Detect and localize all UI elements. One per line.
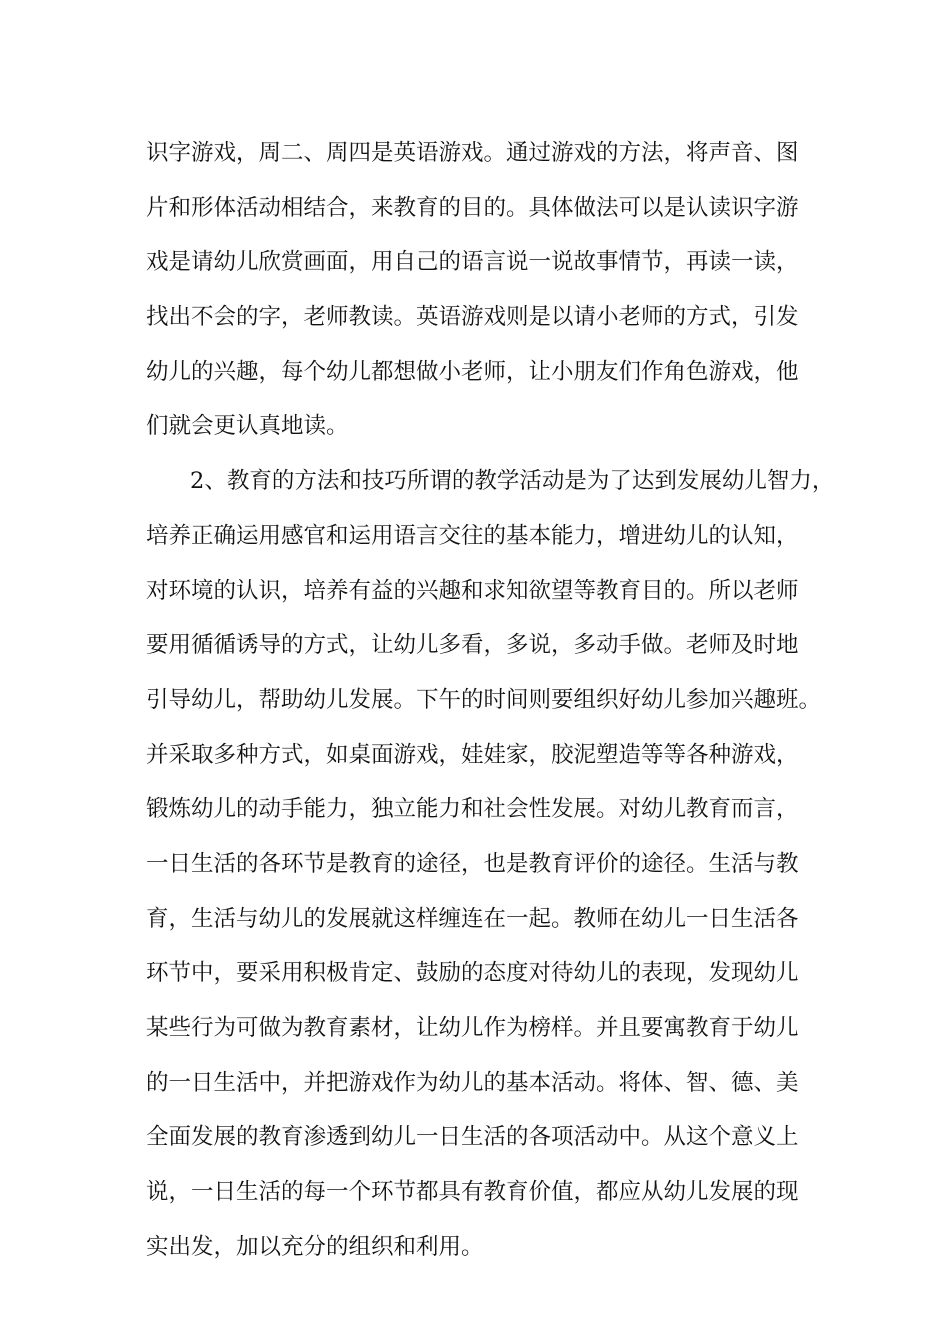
text-line: 锻炼幼儿的动手能力，独立能力和社会性发展。对幼儿教育而言， (146, 796, 799, 823)
text-line: 全面发展的教育渗透到幼儿一日生活的各项活动中。从这个意义上 (146, 1124, 799, 1151)
text-line: 实出发，加以充分的组织和利用。 (146, 1233, 484, 1260)
paragraph-start-line: 2、教育的方法和技巧所谓的教学活动是为了达到发展幼儿智力， (190, 468, 835, 495)
text-line: 识字游戏，周二、周四是英语游戏。通过游戏的方法，将声音、图 (146, 140, 799, 166)
text-line: 对环境的认识，培养有益的兴趣和求知欲望等教育目的。所以老师 (146, 577, 799, 604)
text-line: 幼儿的兴趣，每个幼儿都想做小老师，让小朋友们作角色游戏，他 (146, 358, 799, 385)
text-line: 培养正确运用感官和运用语言交往的基本能力，增进幼儿的认知， (146, 522, 799, 549)
text-line: 片和形体活动相结合，来教育的目的。具体做法可以是认读识字游 (146, 194, 799, 221)
text-line: 找出不会的字，老师教读。英语游戏则是以请小老师的方式，引发 (146, 304, 799, 331)
text-line: 的一日生活中，并把游戏作为幼儿的基本活动。将体、智、德、美 (146, 1069, 799, 1096)
text-line: 们就会更认真地读。 (146, 413, 349, 440)
text-line: 引导幼儿，帮助幼儿发展。下午的时间则要组织好幼儿参加兴趣班。 (146, 686, 822, 713)
text-line: 要用循循诱导的方式，让幼儿多看，多说，多动手做。老师及时地 (146, 632, 799, 659)
text-line: 一日生活的各环节是教育的途径，也是教育评价的途径。生活与教 (146, 850, 799, 877)
text-line: 环节中，要采用积极肯定、鼓励的态度对待幼儿的表现，发现幼儿 (146, 960, 799, 987)
text-line: 育，生活与幼儿的发展就这样缠连在一起。教师在幼儿一日生活各 (146, 905, 799, 932)
text-line: 某些行为可做为教育素材，让幼儿作为榜样。并且要寓教育于幼儿 (146, 1015, 799, 1041)
text-line: 说，一日生活的每一个环节都具有教育价值，都应从幼儿发展的现 (146, 1179, 799, 1206)
body-text (146, 133, 836, 1281)
text-line: 并采取多种方式，如桌面游戏，娃娃家，胶泥塑造等等各种游戏， (146, 741, 799, 768)
text-line: 戏是请幼儿欣赏画面，用自己的语言说一说故事情节，再读一读， (146, 249, 799, 276)
